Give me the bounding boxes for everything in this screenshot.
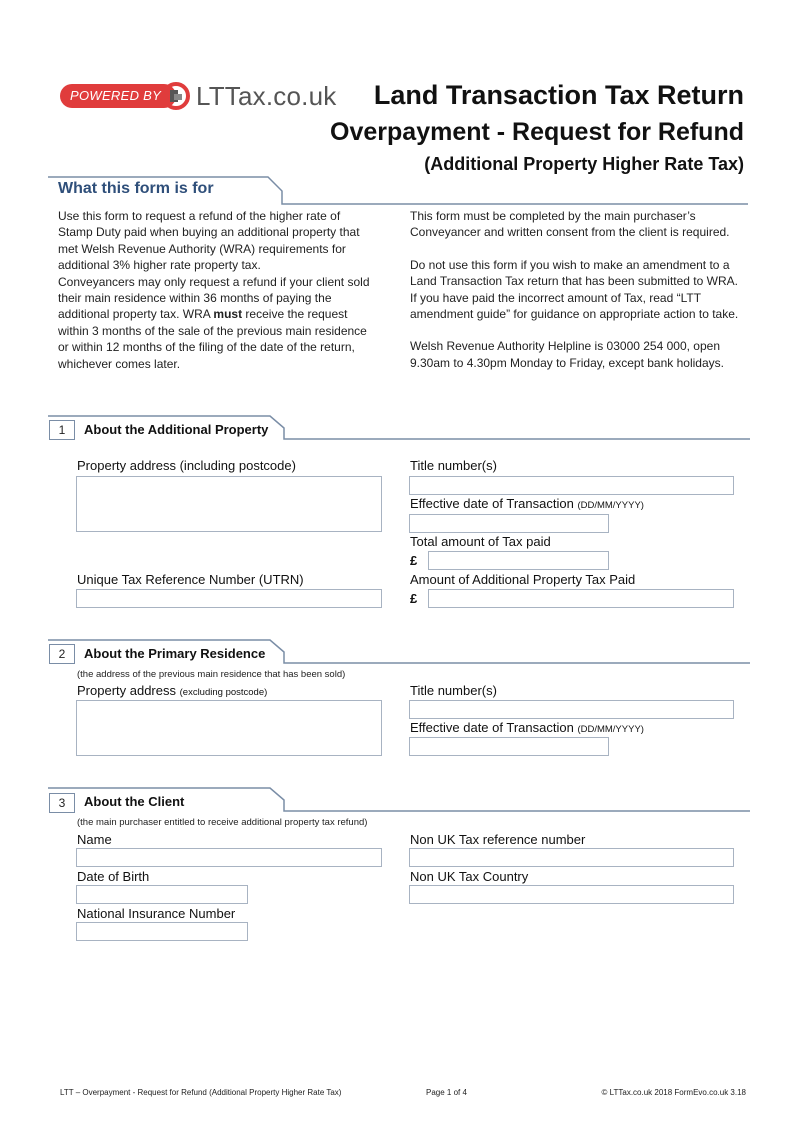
currency-symbol: £ (410, 553, 418, 568)
title-numbers-field[interactable] (409, 476, 734, 495)
section-3-number: 3 (49, 793, 75, 813)
utrn-label: Unique Tax Reference Number (UTRN) (77, 572, 304, 587)
section-1-title: About the Additional Property (84, 422, 269, 437)
form-subtitle: Overpayment - Request for Refund (330, 118, 744, 146)
title-numbers-label: Title number(s) (410, 458, 497, 473)
form-title: Land Transaction Tax Return (373, 80, 744, 110)
utrn-field[interactable] (76, 589, 382, 608)
primary-title-numbers-label: Title number(s) (410, 683, 497, 698)
property-address-label: Property address (including postcode) (77, 458, 296, 473)
non-uk-country-label: Non UK Tax Country (410, 869, 529, 884)
lttax-logo-icon (160, 80, 192, 112)
primary-address-label: Property address (excluding postcode) (77, 683, 268, 698)
additional-tax-field[interactable] (428, 589, 734, 608)
powered-by-text: POWERED BY (70, 88, 162, 103)
intro-right-column (410, 208, 746, 371)
logo-site-name: LTTax.co.uk (196, 81, 337, 111)
primary-address-field[interactable] (76, 700, 382, 756)
non-uk-country-field[interactable] (409, 885, 734, 904)
footer-copyright: © LTTax.co.uk 2018 FormEvo.co.uk 3.18 (601, 1088, 746, 1097)
additional-tax-label: Amount of Additional Property Tax Paid (410, 572, 636, 587)
dob-field[interactable] (76, 885, 248, 904)
dob-label: Date of Birth (77, 869, 150, 884)
footer-form-name: LTT – Overpayment - Request for Refund (Additional Property Higher Rate Tax) (60, 1088, 342, 1097)
section-3-title: About the Client (84, 794, 185, 809)
section-1-number: 1 (49, 420, 75, 440)
intro-paragraph: Do not use this form if you wish to make an amendment to a Land Transaction Tax return that has been submitted to WRA. If you have paid the incorrect amount of Tax, read “LTT amendment guide” for guidance on appropriate action to take. (410, 257, 739, 322)
non-uk-ref-label: Non UK Tax reference number (410, 832, 586, 847)
section-2-note: (the address of the previous main residence that has been sold) (77, 669, 346, 680)
intro-paragraph: Conveyancers may only request a refund if your client sold their main residence within 36 months of paying the additional property tax. WRA must receive the request within 3 months of the sale of the previous main residence or within 12 months of the filing of the date of the return, whichever comes later. (58, 274, 370, 371)
intro-heading: What this form is for (58, 180, 214, 197)
non-uk-ref-field[interactable] (409, 848, 734, 867)
intro-paragraph: Use this form to request a refund of the higher rate of Stamp Duty paid when buying an additional property that met Welsh Revenue Authority (WRA) requirements for additional 3% higher rate property tax. (58, 209, 360, 273)
total-tax-field[interactable] (428, 551, 609, 570)
effective-date-label: Effective date of Transaction (DD/MM/YYYY) (410, 496, 644, 511)
section-2-title: About the Primary Residence (84, 646, 266, 661)
intro-paragraph: This form must be completed by the main purchaser’s Conveyancer and written consent from the client is required. (410, 209, 730, 240)
effective-date-field[interactable] (409, 514, 609, 533)
primary-effective-date-field[interactable] (409, 737, 609, 756)
property-address-field[interactable] (76, 476, 382, 532)
form-subtitle-note: (Additional Property Higher Rate Tax) (424, 154, 744, 174)
footer-page-number: Page 1 of 4 (426, 1088, 467, 1097)
section-2-number: 2 (49, 644, 75, 664)
total-tax-label: Total amount of Tax paid (410, 534, 551, 549)
section-3-note: (the main purchaser entitled to receive additional property tax refund) (77, 817, 368, 828)
powered-by-badge (60, 84, 176, 108)
primary-title-numbers-field[interactable] (409, 700, 734, 719)
nino-label: National Insurance Number (77, 906, 236, 921)
name-field[interactable] (76, 848, 382, 867)
intro-left-column (58, 208, 376, 372)
intro-paragraph: Welsh Revenue Authority Helpline is 03000 254 000, open 9.30am to 4.30pm Monday to Friday, except bank holidays. (410, 339, 724, 370)
name-label: Name (77, 832, 112, 847)
currency-symbol: £ (410, 591, 418, 606)
primary-effective-date-label: Effective date of Transaction (DD/MM/YYYY) (410, 720, 644, 735)
nino-field[interactable] (76, 922, 248, 941)
